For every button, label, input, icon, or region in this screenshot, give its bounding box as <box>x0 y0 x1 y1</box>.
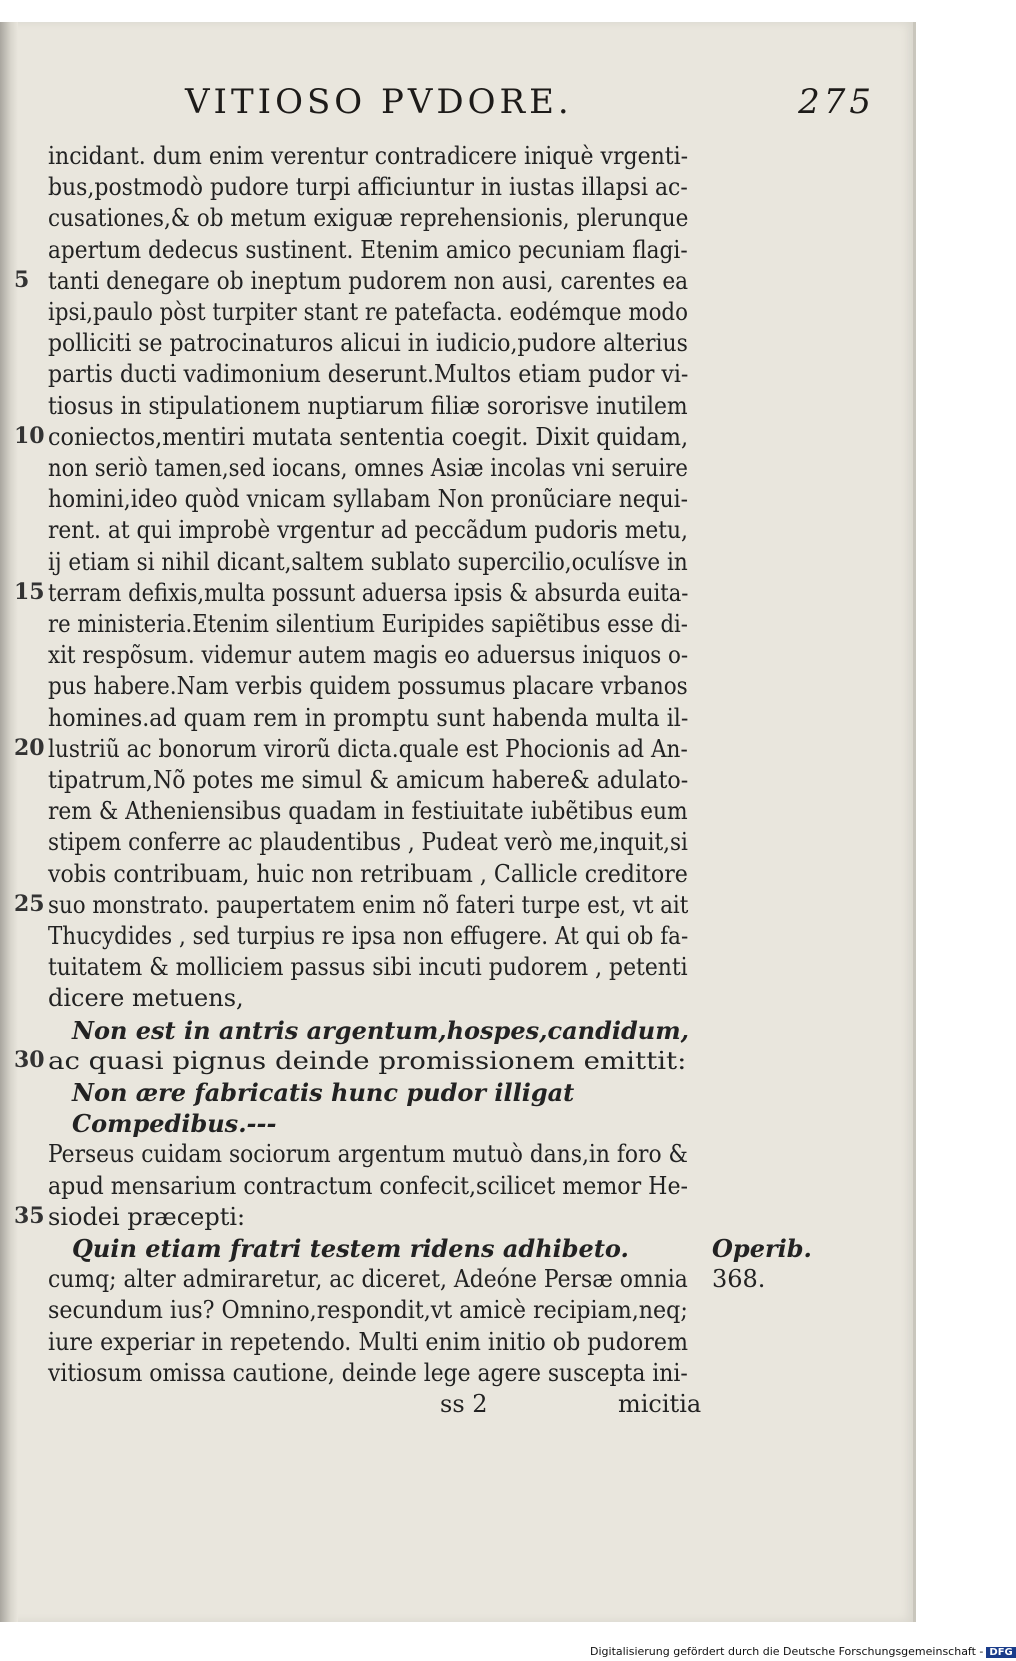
text-line <box>0 828 913 860</box>
line-text: incidant. dum enim verentur contradicere iniquè vrgenti- <box>48 142 689 170</box>
verse-line <box>0 1109 913 1141</box>
line-text: lustriũ ac bonorum virorũ dicta.quale est Phocionis ad An- <box>48 734 688 763</box>
line-text: rem & Atheniensibus quadam in festiuitate iubẽtibus eum <box>48 797 688 826</box>
text-line <box>0 548 913 580</box>
signature-mark: ss 2 <box>440 1390 488 1418</box>
line-text: rent. at qui improbè vrgentur ad peccãdum pudoris metu, <box>48 516 688 545</box>
text-line <box>0 1328 913 1360</box>
line-text: Non ære fabricatis hunc pudor illigat <box>72 1078 575 1107</box>
line-text: ij etiam si nihil dicant,saltem sublato supercilio,oculísve in <box>48 547 688 576</box>
text-line <box>0 953 913 985</box>
page-header <box>185 82 875 130</box>
line-text: coniectos,mentiri mutata sententia coegit. Dixit quidam, <box>48 422 689 451</box>
text-line <box>0 485 913 517</box>
line-number: 30 <box>14 1046 45 1073</box>
catchword: micitia <box>618 1390 702 1418</box>
line-text: Perseus cuidam sociorum argentum mutuò dans,in foro & <box>48 1140 688 1169</box>
line-text: tipatrum,Nõ potes me simul & amicum habere& adulato- <box>48 766 689 794</box>
text-line <box>0 392 913 424</box>
verse-line <box>0 1078 913 1110</box>
text-line <box>0 173 913 205</box>
line-text: non seriò tamen,sed iocans, omnes Asiæ incolas vni seruire <box>48 454 688 482</box>
line-text: partis ducti vadimonium deserunt.Multos etiam pudor vi- <box>48 360 689 389</box>
text-line <box>0 516 913 548</box>
line-number: 35 <box>14 1202 45 1229</box>
text-line <box>0 891 913 923</box>
line-text: tanti denegare ob ineptum pudorem non ausi, carentes ea <box>48 266 689 295</box>
line-text: re ministeria.Etenim silentium Euripides sapiẽtibus esse di- <box>48 610 688 638</box>
line-text: polliciti se patrocinaturos alicui in iudicio,pudore alterius <box>48 329 688 358</box>
line-text: Quin etiam fratri testem ridens adhibeto. <box>72 1234 629 1263</box>
text-line <box>0 797 913 829</box>
text-line <box>0 329 913 361</box>
line-text: tiosus in stipulationem nuptiarum filiæ sororisve inutilem <box>48 391 688 420</box>
credit-text: Digitalisierung gefördert durch die Deutsche Forschungsgemeinschaft - <box>590 1645 984 1658</box>
text-line <box>0 1140 913 1172</box>
line-text: ipsi,paulo pòst turpiter stant re patefacta. eodémque modo <box>48 298 688 326</box>
text-line <box>0 735 913 767</box>
page-number: 275 <box>798 82 875 122</box>
line-text: terram defixis,multa possunt aduersa ipsis & absurda euita- <box>48 578 689 607</box>
text-line <box>0 1359 913 1391</box>
text-line <box>0 236 913 268</box>
text-line <box>0 267 913 299</box>
line-text: vitiosum omissa cautione, deinde lege agere suscepta ini- <box>48 1358 688 1387</box>
line-text: tuitatem & molliciem passus sibi incuti pudorem , petenti <box>48 953 688 982</box>
text-line <box>0 610 913 642</box>
text-line <box>0 454 913 486</box>
verse-line <box>0 1234 913 1266</box>
line-text: cumq; alter admiraretur, ac diceret, Adeóne Persæ omnia <box>48 1265 688 1294</box>
line-text: secundum ius? Omnino,respondit,vt amicè recipiam,neq; <box>48 1296 688 1325</box>
dfg-logo: DFG <box>986 1647 1015 1658</box>
line-number: 5 <box>14 266 30 293</box>
book-page <box>0 22 916 1622</box>
verse-line <box>0 1016 913 1048</box>
line-text: xit respõsum. videmur autem magis eo aduersus iniquos o- <box>48 641 689 670</box>
text-line <box>0 1172 913 1204</box>
line-text: stipem conferre ac plaudentibus , Pudeat verò me,inquit,si <box>48 828 688 857</box>
text-line <box>0 704 913 736</box>
line-text: vobis contribuam, huic non retribuam , Callicle creditore <box>48 859 688 888</box>
text-line <box>0 641 913 673</box>
line-text: iure experiar in repetendo. Multi enim initio ob pudorem <box>48 1327 688 1356</box>
line-text: Compedibus.--- <box>72 1109 277 1139</box>
line-text: ac quasi pignus deinde promissionem emittit: <box>48 1046 687 1075</box>
line-text: homini,ideo quòd vnicam syllabam Non pronũciare nequi- <box>48 485 688 514</box>
line-number: 20 <box>14 734 45 761</box>
text-line <box>0 766 913 798</box>
text-line <box>0 360 913 392</box>
line-text: siodei præcepti: <box>48 1202 246 1231</box>
text-line <box>0 142 913 174</box>
running-title: VITIOSO PVDORE. <box>185 82 573 122</box>
line-text: Thucydides , sed turpius re ipsa non effugere. At qui ob fa- <box>48 922 689 950</box>
text-line <box>0 204 913 236</box>
text-line <box>0 672 913 704</box>
line-text: suo monstrato. paupertatem enim nõ fateri turpe est, vt ait <box>48 890 689 919</box>
text-line <box>0 1296 913 1328</box>
text-line <box>0 298 913 330</box>
line-text: bus,postmodò pudore turpi afficiuntur in iustas illapsi ac- <box>48 173 688 202</box>
margin-note: 368. <box>712 1265 766 1294</box>
line-text: dicere metuens, <box>48 984 244 1013</box>
text-line <box>0 1047 913 1079</box>
line-text: pus habere.Nam verbis quidem possumus placare vrbanos <box>48 672 688 701</box>
line-text: Non est in antris argentum,hospes,candidum, <box>72 1015 689 1045</box>
line-text: cusationes,& ob metum exiguæ reprehensionis, plerunque <box>48 204 689 233</box>
text-line <box>0 423 913 455</box>
line-text: homines.ad quam rem in promptu sunt habenda multa il- <box>48 703 689 732</box>
line-text: apud mensarium contractum confecit,scilicet memor He- <box>48 1171 689 1200</box>
line-number: 25 <box>14 890 45 917</box>
line-text: apertum dedecus sustinent. Etenim amico pecuniam flagi- <box>48 235 688 264</box>
text-line <box>0 860 913 892</box>
line-number: 15 <box>14 578 45 605</box>
digitization-credit <box>590 1645 1013 1658</box>
text-line <box>0 579 913 611</box>
line-number: 10 <box>14 422 45 449</box>
text-line <box>0 1203 913 1235</box>
text-line <box>0 922 913 954</box>
text-line <box>0 984 913 1016</box>
margin-note: Operib. <box>712 1234 812 1263</box>
text-line <box>0 1265 913 1297</box>
